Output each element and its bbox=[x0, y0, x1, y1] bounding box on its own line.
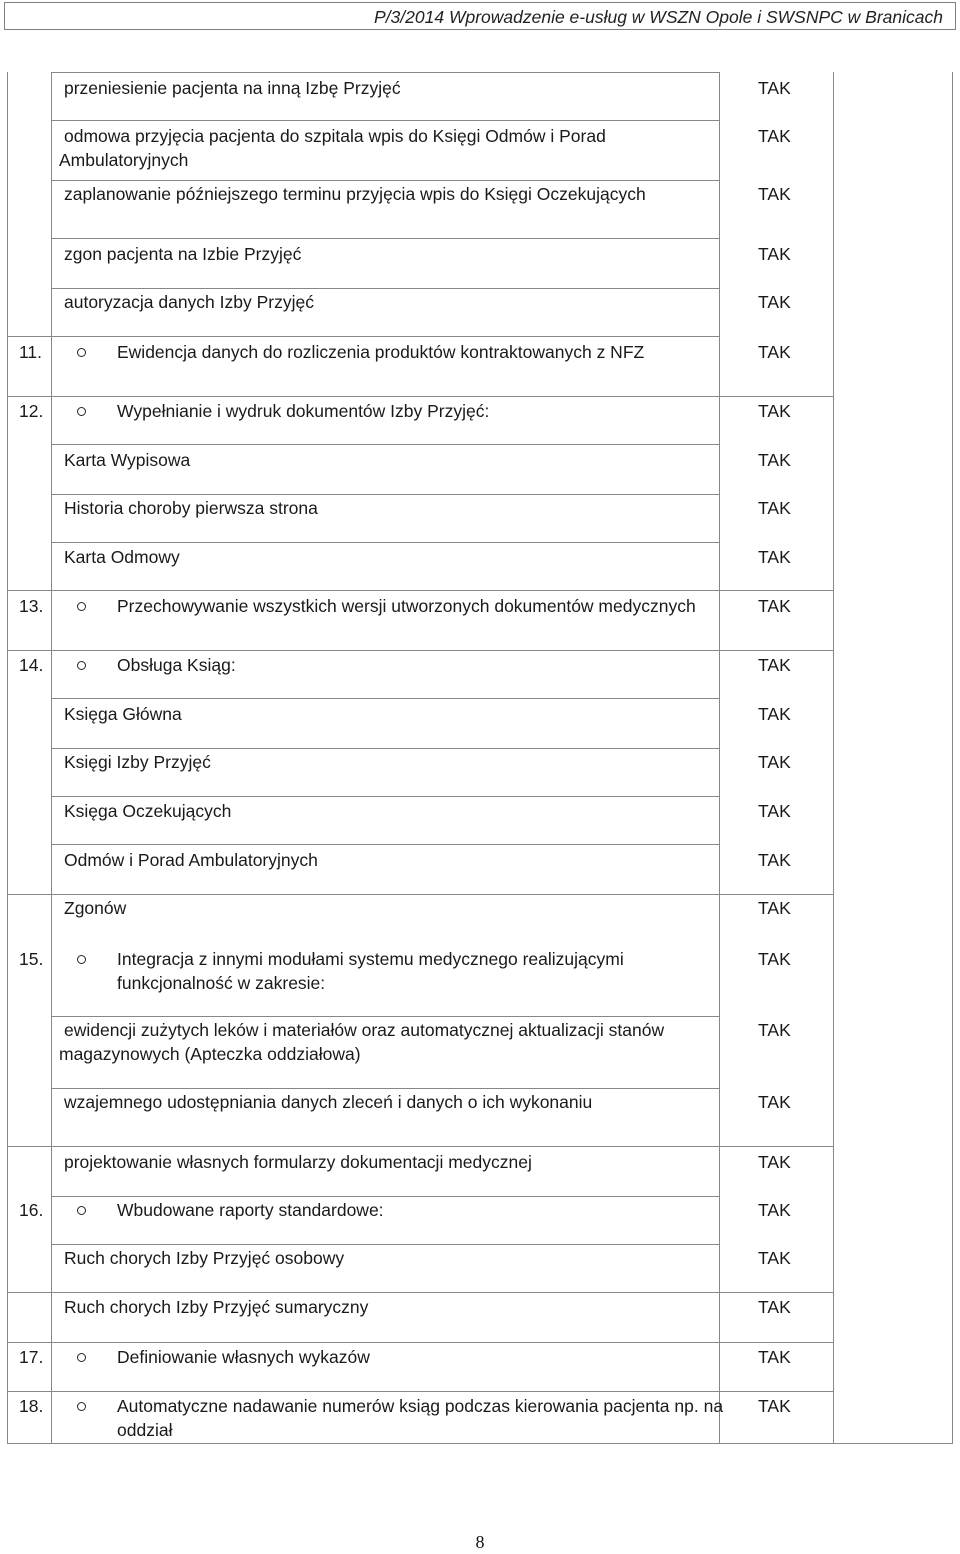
row-text: Integracja z innymi modułami systemu medycznego realizującymi bbox=[117, 949, 624, 969]
bullet-icon bbox=[77, 1206, 86, 1215]
row-number: 18. bbox=[19, 1396, 44, 1416]
row-value: TAK bbox=[758, 655, 791, 675]
row-value: TAK bbox=[758, 450, 791, 470]
row-value: TAK bbox=[758, 78, 791, 98]
bullet-icon bbox=[77, 1353, 86, 1362]
row-value: TAK bbox=[758, 498, 791, 518]
row-divider bbox=[7, 894, 833, 895]
row-value: TAK bbox=[758, 704, 791, 724]
row-text: Księgi Izby Przyjęć bbox=[64, 752, 211, 772]
row-text: Księga Główna bbox=[64, 704, 182, 724]
row-divider bbox=[7, 590, 833, 591]
column-divider-notes bbox=[833, 72, 834, 1444]
row-value: TAK bbox=[758, 801, 791, 821]
row-value: TAK bbox=[758, 1200, 791, 1220]
row-value: TAK bbox=[758, 596, 791, 616]
row-text: Przechowywanie wszystkich wersji utworzonych dokumentów medycznych bbox=[117, 596, 696, 616]
row-number: 15. bbox=[19, 949, 44, 969]
row-value: TAK bbox=[758, 1347, 791, 1367]
row-divider bbox=[51, 120, 719, 121]
row-text: Definiowanie własnych wykazów bbox=[117, 1347, 370, 1367]
row-text: Odmów i Porad Ambulatoryjnych bbox=[64, 850, 318, 870]
row-divider bbox=[51, 796, 719, 797]
row-number: 12. bbox=[19, 401, 44, 421]
row-divider bbox=[7, 650, 833, 651]
table-border-right bbox=[952, 72, 953, 1444]
row-value: TAK bbox=[758, 292, 791, 312]
row-divider bbox=[51, 1196, 719, 1197]
row-divider bbox=[51, 748, 719, 749]
row-text: Ruch chorych Izby Przyjęć osobowy bbox=[64, 1248, 345, 1268]
bullet-icon bbox=[77, 602, 86, 611]
row-divider bbox=[7, 336, 719, 337]
row-value: TAK bbox=[758, 850, 791, 870]
row-divider bbox=[51, 494, 719, 495]
row-text: Zgonów bbox=[64, 898, 127, 918]
row-divider bbox=[51, 1016, 719, 1017]
row-number: 14. bbox=[19, 655, 44, 675]
row-divider bbox=[7, 396, 833, 397]
row-text: Ewidencja danych do rozliczenia produktów kontraktowanych z NFZ bbox=[117, 342, 645, 362]
row-text-continued: Ambulatoryjnych bbox=[59, 150, 189, 170]
row-text: Automatyczne nadawanie numerów ksiąg podczas kierowania pacjenta np. na bbox=[117, 1396, 724, 1416]
row-text: przeniesienie pacjenta na inną Izbę Przyjęć bbox=[64, 78, 401, 98]
row-divider bbox=[51, 238, 719, 239]
bullet-icon bbox=[77, 955, 86, 964]
row-text: zaplanowanie późniejszego terminu przyjęcia wpis do Księgi Oczekujących bbox=[64, 184, 646, 204]
row-text: ewidencji zużytych leków i materiałów oraz automatycznej aktualizacji stanów bbox=[64, 1020, 665, 1040]
row-text: Historia choroby pierwsza strona bbox=[64, 498, 318, 518]
row-divider bbox=[7, 1342, 833, 1343]
row-text-continued: magazynowych (Apteczka oddziałowa) bbox=[59, 1044, 361, 1064]
row-text: odmowa przyjęcia pacjenta do szpitala wpis do Księgi Odmów i Porad bbox=[64, 126, 606, 146]
column-divider-value bbox=[719, 72, 720, 1444]
row-text: wzajemnego udostępniania danych zleceń i danych o ich wykonaniu bbox=[64, 1092, 593, 1112]
bullet-icon bbox=[77, 407, 86, 416]
bullet-icon bbox=[77, 1402, 86, 1411]
requirements-table bbox=[7, 72, 953, 1444]
table-border-left bbox=[7, 72, 8, 1444]
row-value: TAK bbox=[758, 1248, 791, 1268]
row-text: zgon pacjenta na Izbie Przyjęć bbox=[64, 244, 302, 264]
row-number: 17. bbox=[19, 1347, 44, 1367]
row-value: TAK bbox=[758, 184, 791, 204]
row-value: TAK bbox=[758, 126, 791, 146]
row-text: Obsługa Ksiąg: bbox=[117, 655, 236, 675]
row-text: Karta Odmowy bbox=[64, 547, 180, 567]
row-divider bbox=[51, 444, 719, 445]
row-text-continued: funkcjonalność w zakresie: bbox=[117, 973, 326, 993]
row-divider bbox=[7, 1292, 833, 1293]
row-divider bbox=[51, 1244, 719, 1245]
row-text: Karta Wypisowa bbox=[64, 450, 191, 470]
row-value: TAK bbox=[758, 949, 791, 969]
row-text: Wbudowane raporty standardowe: bbox=[117, 1200, 384, 1220]
row-value: TAK bbox=[758, 401, 791, 421]
row-value: TAK bbox=[758, 898, 791, 918]
row-value: TAK bbox=[758, 1092, 791, 1112]
row-value: TAK bbox=[758, 1152, 791, 1172]
row-value: TAK bbox=[758, 752, 791, 772]
row-divider bbox=[7, 1391, 833, 1392]
row-number: 13. bbox=[19, 596, 44, 616]
row-value: TAK bbox=[758, 1396, 791, 1416]
row-text: Księga Oczekujących bbox=[64, 801, 232, 821]
row-text: autoryzacja danych Izby Przyjęć bbox=[64, 292, 314, 312]
row-divider bbox=[51, 72, 719, 73]
page-number: 8 bbox=[475, 1532, 485, 1552]
row-text-continued: oddział bbox=[117, 1420, 173, 1440]
page-header bbox=[4, 2, 956, 30]
header-title: P/3/2014 Wprowadzenie e-usług w WSZN Opole i SWSNPC w Branicach bbox=[374, 7, 943, 27]
row-number: 11. bbox=[19, 342, 43, 362]
bullet-icon bbox=[77, 661, 86, 670]
row-text: Ruch chorych Izby Przyjęć sumaryczny bbox=[64, 1297, 369, 1317]
row-divider bbox=[51, 1088, 719, 1089]
row-value: TAK bbox=[758, 1297, 791, 1317]
row-divider bbox=[51, 698, 719, 699]
row-text: projektowanie własnych formularzy dokumentacji medycznej bbox=[64, 1152, 532, 1172]
row-divider bbox=[51, 180, 719, 181]
row-divider bbox=[7, 1443, 953, 1444]
row-value: TAK bbox=[758, 244, 791, 264]
row-divider bbox=[51, 844, 719, 845]
bullet-icon bbox=[77, 348, 86, 357]
column-divider-number bbox=[51, 72, 52, 1444]
row-divider bbox=[7, 1146, 833, 1147]
row-value: TAK bbox=[758, 547, 791, 567]
row-divider bbox=[51, 542, 719, 543]
row-value: TAK bbox=[758, 1020, 791, 1040]
row-text: Wypełnianie i wydruk dokumentów Izby Przyjęć: bbox=[117, 401, 490, 421]
row-value: TAK bbox=[758, 342, 791, 362]
row-divider bbox=[51, 288, 719, 289]
row-number: 16. bbox=[19, 1200, 44, 1220]
